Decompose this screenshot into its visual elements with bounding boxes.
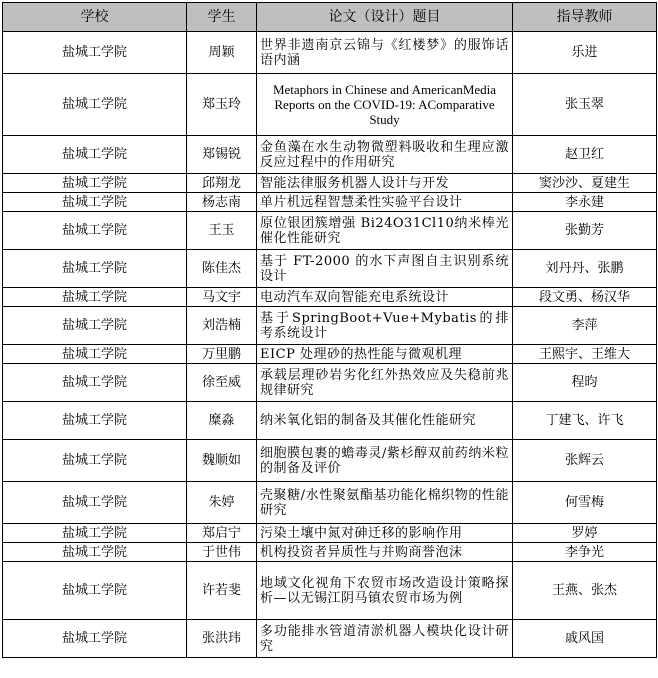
thesis-title-cell: 世界非遗南京云锦与《红楼梦》的服饰话语内涵: [257, 32, 513, 74]
advisor-cell: 李萍: [513, 307, 657, 345]
school-cell: 盐城工学院: [3, 620, 187, 658]
student-cell: 徐至威: [187, 364, 257, 402]
school-cell: 盐城工学院: [3, 250, 187, 288]
advisor-cell: 王燕、张杰: [513, 562, 657, 620]
school-cell: 盐城工学院: [3, 193, 187, 212]
table-row: [3, 620, 657, 658]
student-cell: 杨志南: [187, 193, 257, 212]
table-row: [3, 440, 657, 482]
header-school: 学校: [3, 3, 187, 32]
table-header-row: [3, 3, 657, 32]
advisor-cell: 乐进: [513, 32, 657, 74]
advisor-cell: 张勤芳: [513, 212, 657, 250]
advisor-cell: 段文勇、杨汉华: [513, 288, 657, 307]
student-cell: 郑玉玲: [187, 74, 257, 136]
school-cell: 盐城工学院: [3, 74, 187, 136]
thesis-title-cell: EICP 处理砂的热性能与微观机理: [257, 345, 513, 364]
student-cell: 周颖: [187, 32, 257, 74]
school-cell: 盐城工学院: [3, 307, 187, 345]
thesis-title-cell: 纳米氧化铝的制备及其催化性能研究: [257, 402, 513, 440]
table-row: [3, 482, 657, 524]
school-cell: 盐城工学院: [3, 288, 187, 307]
student-cell: 糜淼: [187, 402, 257, 440]
student-cell: 郑锡锐: [187, 136, 257, 174]
table-body: [3, 32, 657, 658]
student-cell: 万里鹏: [187, 345, 257, 364]
table-row: [3, 32, 657, 74]
advisor-cell: 刘丹丹、张鹏: [513, 250, 657, 288]
thesis-title-cell: 金鱼藻在水生动物微塑料吸收和生理应激反应过程中的作用研究: [257, 136, 513, 174]
student-cell: 郑启宁: [187, 524, 257, 543]
thesis-title-cell: 电动汽车双向智能充电系统设计: [257, 288, 513, 307]
school-cell: 盐城工学院: [3, 562, 187, 620]
advisor-cell: 丁建飞、许飞: [513, 402, 657, 440]
table-row: [3, 74, 657, 136]
thesis-title-cell: 地域文化视角下农贸市场改造设计策略探析—以无锡江阴马镇农贸市场为例: [257, 562, 513, 620]
thesis-title-cell: Metaphors in Chinese and AmericanMedia Reports on the COVID-19: AComparative Study: [257, 74, 513, 136]
thesis-title-cell: 基于SpringBoot+Vue+Mybatis的排考系统设计: [257, 307, 513, 345]
student-cell: 刘浩楠: [187, 307, 257, 345]
advisor-cell: 戚风国: [513, 620, 657, 658]
thesis-title-cell: 智能法律服务机器人设计与开发: [257, 174, 513, 193]
advisor-cell: 张辉云: [513, 440, 657, 482]
thesis-title-cell: 机构投资者异质性与并购商誉泡沫: [257, 543, 513, 562]
school-cell: 盐城工学院: [3, 402, 187, 440]
advisor-cell: 张玉翠: [513, 74, 657, 136]
table-row: [3, 307, 657, 345]
advisor-cell: 王熙宇、王维大: [513, 345, 657, 364]
student-cell: 魏顺如: [187, 440, 257, 482]
student-cell: 朱婷: [187, 482, 257, 524]
school-cell: 盐城工学院: [3, 32, 187, 74]
thesis-title-cell: 多功能排水管道清淤机器人模块化设计研究: [257, 620, 513, 658]
table-row: [3, 193, 657, 212]
school-cell: 盐城工学院: [3, 364, 187, 402]
student-cell: 于世伟: [187, 543, 257, 562]
thesis-title-cell: 原位银团簇增强 Bi24O31Cl10纳米棒光催化性能研究: [257, 212, 513, 250]
student-cell: 邱翔龙: [187, 174, 257, 193]
school-cell: 盐城工学院: [3, 543, 187, 562]
advisor-cell: 窦沙沙、夏建生: [513, 174, 657, 193]
student-cell: 张洪玮: [187, 620, 257, 658]
advisor-cell: 程昀: [513, 364, 657, 402]
table-row: [3, 364, 657, 402]
table-row: [3, 402, 657, 440]
table-row: [3, 212, 657, 250]
school-cell: 盐城工学院: [3, 524, 187, 543]
table-row: [3, 288, 657, 307]
table-row: [3, 250, 657, 288]
school-cell: 盐城工学院: [3, 212, 187, 250]
thesis-title-cell: 污染土壤中氮对砷迁移的影响作用: [257, 524, 513, 543]
thesis-title-cell: 细胞膜包裹的蟾毒灵/紫杉醇双前药纳米粒的制备及评价: [257, 440, 513, 482]
table-row: [3, 136, 657, 174]
table-row: [3, 174, 657, 193]
table-row: [3, 345, 657, 364]
thesis-title-cell: 承载层理砂岩劣化红外热效应及失稳前兆规律研究: [257, 364, 513, 402]
header-advisor: 指导教师: [513, 3, 657, 32]
advisor-cell: 李永建: [513, 193, 657, 212]
thesis-title-cell: 单片机远程智慧柔性实验平台设计: [257, 193, 513, 212]
advisor-cell: 何雪梅: [513, 482, 657, 524]
school-cell: 盐城工学院: [3, 482, 187, 524]
thesis-table: [2, 2, 657, 658]
school-cell: 盐城工学院: [3, 136, 187, 174]
student-cell: 陈佳杰: [187, 250, 257, 288]
student-cell: 许若斐: [187, 562, 257, 620]
school-cell: 盐城工学院: [3, 174, 187, 193]
school-cell: 盐城工学院: [3, 345, 187, 364]
header-student: 学生: [187, 3, 257, 32]
thesis-title-cell: 壳聚糖/水性聚氨酯基功能化棉织物的性能研究: [257, 482, 513, 524]
advisor-cell: 李争光: [513, 543, 657, 562]
table-row: [3, 524, 657, 543]
advisor-cell: 赵卫红: [513, 136, 657, 174]
student-cell: 马文宇: [187, 288, 257, 307]
table-row: [3, 543, 657, 562]
thesis-table-container: [2, 2, 656, 658]
header-title: 论文（设计）题目: [257, 3, 513, 32]
table-row: [3, 562, 657, 620]
advisor-cell: 罗婷: [513, 524, 657, 543]
student-cell: 王玉: [187, 212, 257, 250]
school-cell: 盐城工学院: [3, 440, 187, 482]
thesis-title-cell: 基于 FT-2000 的水下声图自主识别系统设计: [257, 250, 513, 288]
